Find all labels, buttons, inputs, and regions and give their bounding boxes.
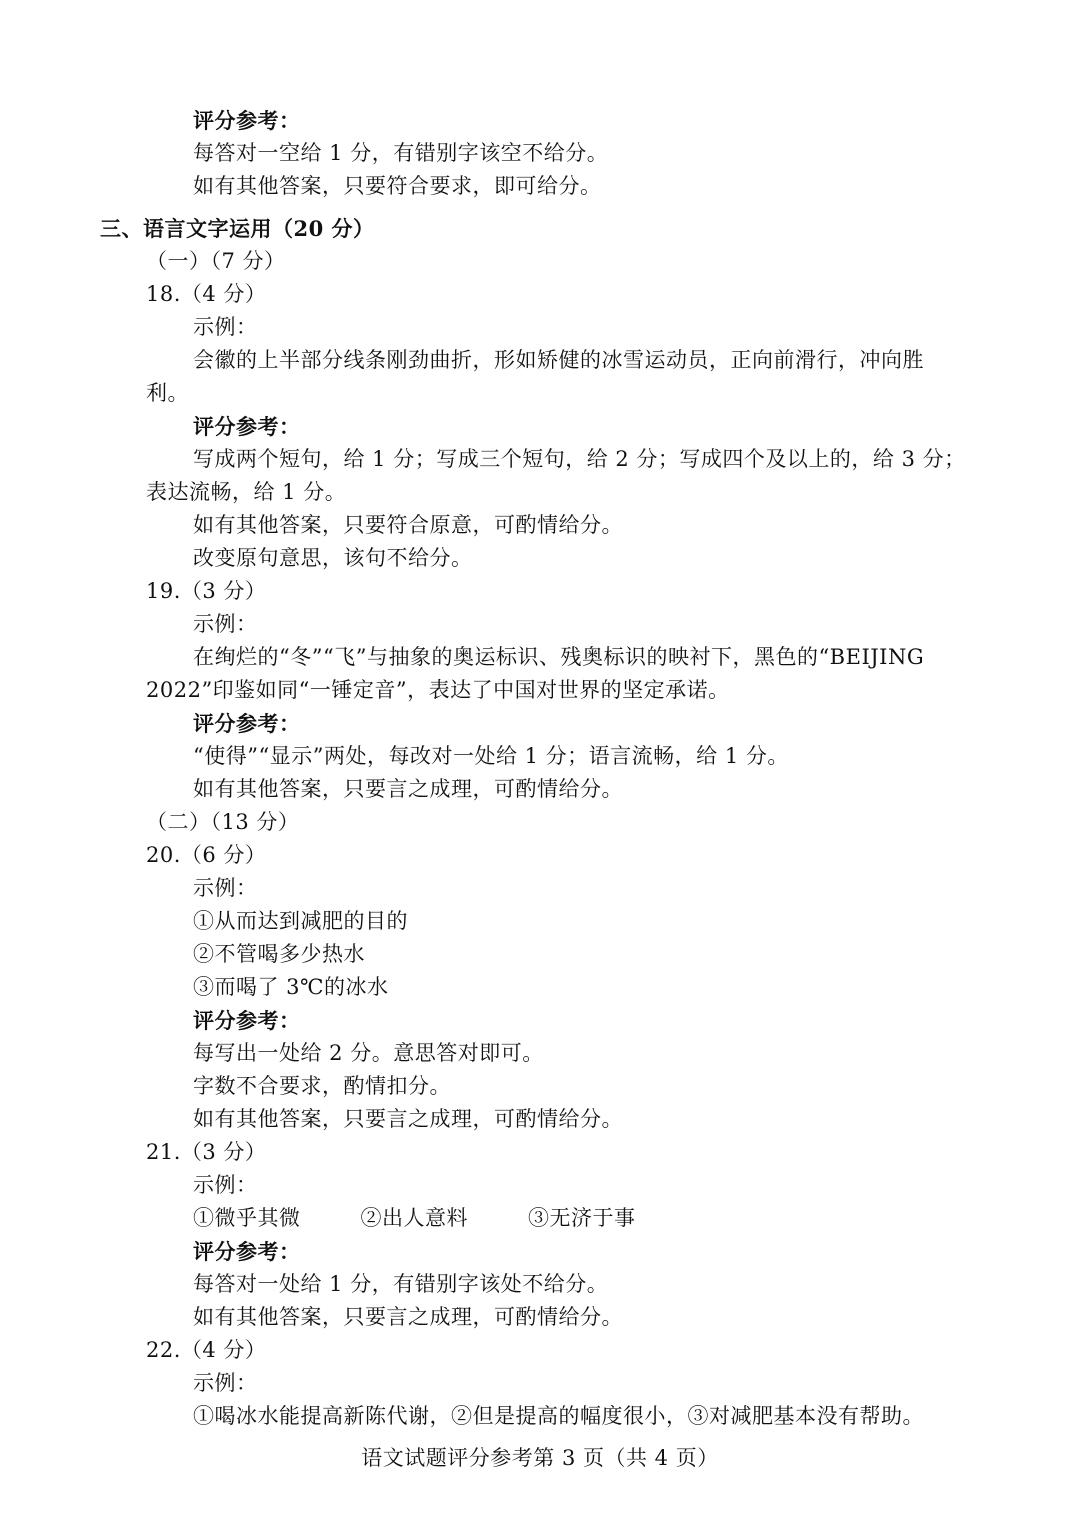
example-label: 示例： <box>193 612 258 636</box>
example-text: 在绚烂的“冬”“飞”与抽象的奥运标识、残奥标识的映衬下，黑色的“BEIJING <box>193 645 925 669</box>
scoring-rule: “使得”“显示”两处，每改对一处给 1 分；语言流畅，给 1 分。 <box>193 744 789 768</box>
scoring-rule: 字数不合要求，酌情扣分。 <box>193 1074 451 1098</box>
scoring-rule: 如有其他答案，只要言之成理，可酌情给分。 <box>193 777 623 801</box>
scoring-heading: 评分参考： <box>193 1008 301 1033</box>
scoring-rule: 写成两个短句，给 1 分；写成三个短句，给 2 分；写成四个及以上的，给 3 分； <box>193 447 966 471</box>
scoring-heading: 评分参考： <box>193 711 301 736</box>
scoring-rule: 如有其他答案，只要符合原意，可酌情给分。 <box>193 513 623 537</box>
scoring-rule: 改变原句意思，该句不给分。 <box>193 546 473 570</box>
scoring-heading: 评分参考： <box>193 1239 301 1264</box>
scoring-rule: 每答对一处给 1 分，有错别字该处不给分。 <box>193 1272 609 1296</box>
example-option: ①微乎其微 <box>193 1206 301 1230</box>
example-option: ③无济于事 <box>528 1206 636 1230</box>
scoring-heading: 评分参考： <box>193 414 301 439</box>
example-options-row <box>193 1202 636 1235</box>
example-label: 示例： <box>193 1371 258 1395</box>
example-text: 会徽的上半部分线条刚劲曲折，形如矫健的冰雪运动员，正向前滑行，冲向胜 <box>193 348 924 372</box>
example-text: ②不管喝多少热水 <box>193 942 365 966</box>
example-label: 示例： <box>193 876 258 900</box>
example-label: 示例： <box>193 315 258 339</box>
question-number: 19.（3 分） <box>146 579 267 603</box>
question-number: 22.（4 分） <box>146 1338 267 1362</box>
subsection-title: （一）（7 分） <box>146 249 286 273</box>
example-label: 示例： <box>193 1173 258 1197</box>
page-footer: 语文试题评分参考第 3 页（共 4 页） <box>361 1446 719 1470</box>
scoring-rule: 每写出一处给 2 分。意思答对即可。 <box>193 1041 544 1065</box>
example-text: 2022”印鉴如同“一锤定音”，表达了中国对世界的坚定承诺。 <box>146 678 730 702</box>
section-title: 三、语言文字运用（20 分） <box>100 216 375 241</box>
question-number: 20.（6 分） <box>146 843 267 867</box>
example-text: ①喝冰水能提高新陈代谢，②但是提高的幅度很小，③对减肥基本没有帮助。 <box>193 1404 924 1428</box>
example-text: ③而喝了 3℃的冰水 <box>193 975 389 999</box>
scoring-rule: 表达流畅，给 1 分。 <box>146 480 347 504</box>
scoring-rule: 如有其他答案，只要符合要求，即可给分。 <box>193 174 602 198</box>
scoring-heading: 评分参考： <box>193 108 301 133</box>
example-option: ②出人意料 <box>360 1206 468 1230</box>
example-text: ①从而达到减肥的目的 <box>193 909 408 933</box>
scoring-rule: 每答对一空给 1 分，有错别字该空不给分。 <box>193 141 609 165</box>
scoring-rule: 如有其他答案，只要言之成理，可酌情给分。 <box>193 1305 623 1329</box>
subsection-title: （二）（13 分） <box>146 810 300 834</box>
example-text: 利。 <box>146 381 189 405</box>
question-number: 21.（3 分） <box>146 1140 267 1164</box>
question-number: 18.（4 分） <box>146 282 267 306</box>
scoring-rule: 如有其他答案，只要言之成理，可酌情给分。 <box>193 1107 623 1131</box>
